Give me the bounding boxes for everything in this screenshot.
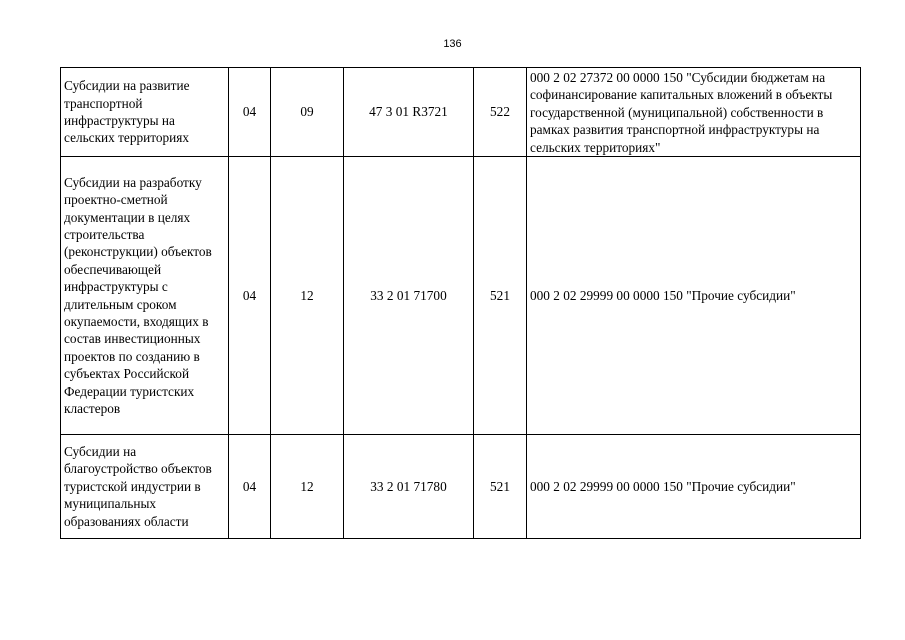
table-row [61,68,861,157]
table-row [61,435,861,539]
target-article-cell: 33 2 01 71780 [344,435,474,539]
expense-type-cell: 521 [474,435,527,539]
row-name-cell: Субсидии на благоустройство объектов туристской индустрии в муниципальных образованиях области [61,435,229,539]
page-number: 136 [443,38,462,50]
target-article-cell: 33 2 01 71700 [344,157,474,435]
revenue-code-cell: 000 2 02 29999 00 0000 150 "Прочие субсидии" [527,435,861,539]
section-cell: 04 [229,157,271,435]
section-cell: 04 [229,68,271,157]
budget-table [60,67,861,539]
revenue-code-cell: 000 2 02 27372 00 0000 150 "Субсидии бюджетам на софинансирование капитальных вложений в объекты государственной (муниципальной) собственности в рамках развития транспортной инфраструктуры на сельских территориях" [527,68,861,157]
target-article-cell: 47 3 01 R3721 [344,68,474,157]
expense-type-cell: 521 [474,157,527,435]
row-name-cell: Субсидии на разработку проектно-сметной документации в целях строительства (реконструкции) объектов обеспечивающей инфраструктуры с длительным сроком окупаемости, входящих в состав инвестиционных проектов по созданию в субъектах Российской Федерации туристских кластеров [61,157,229,435]
revenue-code-cell: 000 2 02 29999 00 0000 150 "Прочие субсидии" [527,157,861,435]
section-cell: 04 [229,435,271,539]
subsection-cell: 12 [271,157,344,435]
subsection-cell: 09 [271,68,344,157]
subsection-cell: 12 [271,435,344,539]
table-row [61,157,861,435]
row-name-cell: Субсидии на развитие транспортной инфраструктуры на сельских территориях [61,68,229,157]
expense-type-cell: 522 [474,68,527,157]
